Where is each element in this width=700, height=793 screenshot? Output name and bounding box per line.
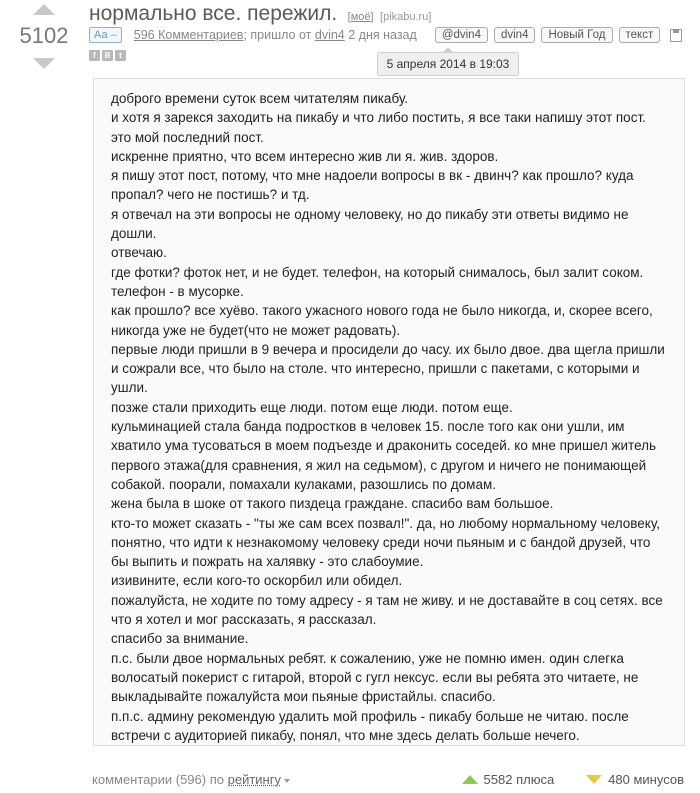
plus-count: 5582 плюса <box>483 772 555 787</box>
story-line: позже стали приходить еще люди. потом еще люди. потом еще. <box>111 399 513 415</box>
story-line: изивините, если кого-то оскорбил или обидел. <box>111 573 403 589</box>
story-line: п.п.с. админу рекомендую удалить мой профиль - пикабу больше не читаю. после встречи с аудиторией пикабу, понял, что мне здесь делать больше нечего. <box>111 708 629 743</box>
font-size-toggle[interactable]: Аа – <box>89 27 122 43</box>
tag-moe: [моё] <box>347 11 374 23</box>
twitter-icon[interactable]: t <box>115 50 126 61</box>
vote-stats <box>462 772 684 787</box>
minus-triangle-icon[interactable] <box>586 775 602 784</box>
came-from-label: ; пришло от <box>243 28 312 42</box>
story-line: доброго времени суток всем читателям пикабу. <box>111 91 409 106</box>
downvote-arrow-icon[interactable] <box>33 58 55 69</box>
post-title[interactable]: нормально все. пережил. <box>89 2 338 25</box>
save-icon[interactable] <box>670 29 682 42</box>
chevron-down-icon[interactable] <box>284 779 290 783</box>
story-line: я отвечал на эти вопросы не одному человеку, но до пикабу эти ответы видимо не дошли. <box>111 206 629 242</box>
post-title-row <box>89 2 431 26</box>
story-line: спасибо за внимание. <box>111 631 249 647</box>
tag-moe-link[interactable]: моё <box>350 11 371 23</box>
story-line: кто-то может сказать - "ты же сам всех позвал!". да, но любому нормальному человеку, понятно, что идти к незнакомому человеку среди ночи пьяным и с бандой друзей, что бы выпить и пожрать на халявку - это слабоумие. <box>111 515 660 570</box>
minus-count: 480 минусов <box>608 772 684 787</box>
comments-count-label: комментарии (596) по <box>92 772 224 787</box>
story-line: где фотки? фоток нет, и не будет. телефон, на который снималось, был залит соком. телефон - в мусорке. <box>111 264 644 299</box>
tag-pill[interactable]: dvin4 <box>494 27 536 43</box>
story-line: жена была в шоке от такого пиздеца граждане. спасибо вам большое. <box>111 496 554 512</box>
facebook-icon[interactable]: f <box>89 50 100 61</box>
plus-triangle-icon[interactable] <box>462 775 478 784</box>
story-line: я пишу этот пост, потому, что мне надоели вопросы в вк - двинч? как прошло? куда пропал? чего не постишь? и тд. <box>111 168 634 203</box>
vote-block <box>14 4 74 69</box>
story-line: кульминацией стала банда подростков в человек 15. после того как они ушли, им хватило ума тусоваться в моем подъезде и драконить соседей. ко мне пришел житель первого этажа(для сравнения, я жил на седьмом), с другом и ничего не понимающей собакой. поорали, помахали кулаками, разошлись по домам. <box>111 419 657 492</box>
story-line: искренне приятно, что всем интересно жив ли я. жив. здоров. <box>111 148 499 164</box>
author-link[interactable]: dvin4 <box>314 28 345 42</box>
vk-icon[interactable]: В <box>102 50 113 61</box>
social-share <box>89 50 126 61</box>
post-time: 2 дня назад <box>348 28 417 42</box>
comments-sort <box>92 772 290 787</box>
story-line: как прошло? все хуёво. такого ужасного нового года не было никогда, и, скорее всего, никогда уже не будет(что не может радовать). <box>111 303 653 338</box>
comments-link[interactable]: 596 Комментариев <box>133 28 244 42</box>
post-meta <box>89 25 682 45</box>
tag-pill[interactable]: @dvin4 <box>435 27 488 43</box>
story-line: отвечаю. <box>111 245 167 261</box>
sort-dropdown[interactable]: рейтингу <box>227 772 281 787</box>
story-line: первые люди пришли в 9 вечера и просидели до часу. их было двое. два щегла пришли и сожрали все, что было на столе. что интересно, пришли с пакетами, с которыми и ушли. <box>111 341 665 396</box>
upvote-arrow-icon[interactable] <box>33 4 55 15</box>
post-domain: [pikabu.ru] <box>380 11 432 23</box>
story-line: и хотя я зарекся заходить на пикабу и что либо постить, я все таки напишу этот пост. это мой последний пост. <box>111 110 646 145</box>
story-line: пожалуйста, не ходите по тому адресу - я там не живу. и не доставайте в соц сетях. все что я хотел и мог рассказать, я рассказал. <box>111 592 663 628</box>
date-tooltip: 5 апреля 2014 в 19:03 <box>377 52 519 76</box>
story-body <box>93 78 685 746</box>
story-line: п.с. были двое нормальных ребят. к сожалению, уже не помню имен. один слегка волосатый покерист с гитарой, второй с гугл нексус. если вы ребята это читаете, не выкладывайте пожалуйста мои пьяные фристайлы. спасибо. <box>111 650 639 705</box>
tag-pill[interactable]: Новый Год <box>541 27 612 43</box>
post-score: 5102 <box>19 23 69 48</box>
tag-pill[interactable]: текст <box>619 27 661 43</box>
